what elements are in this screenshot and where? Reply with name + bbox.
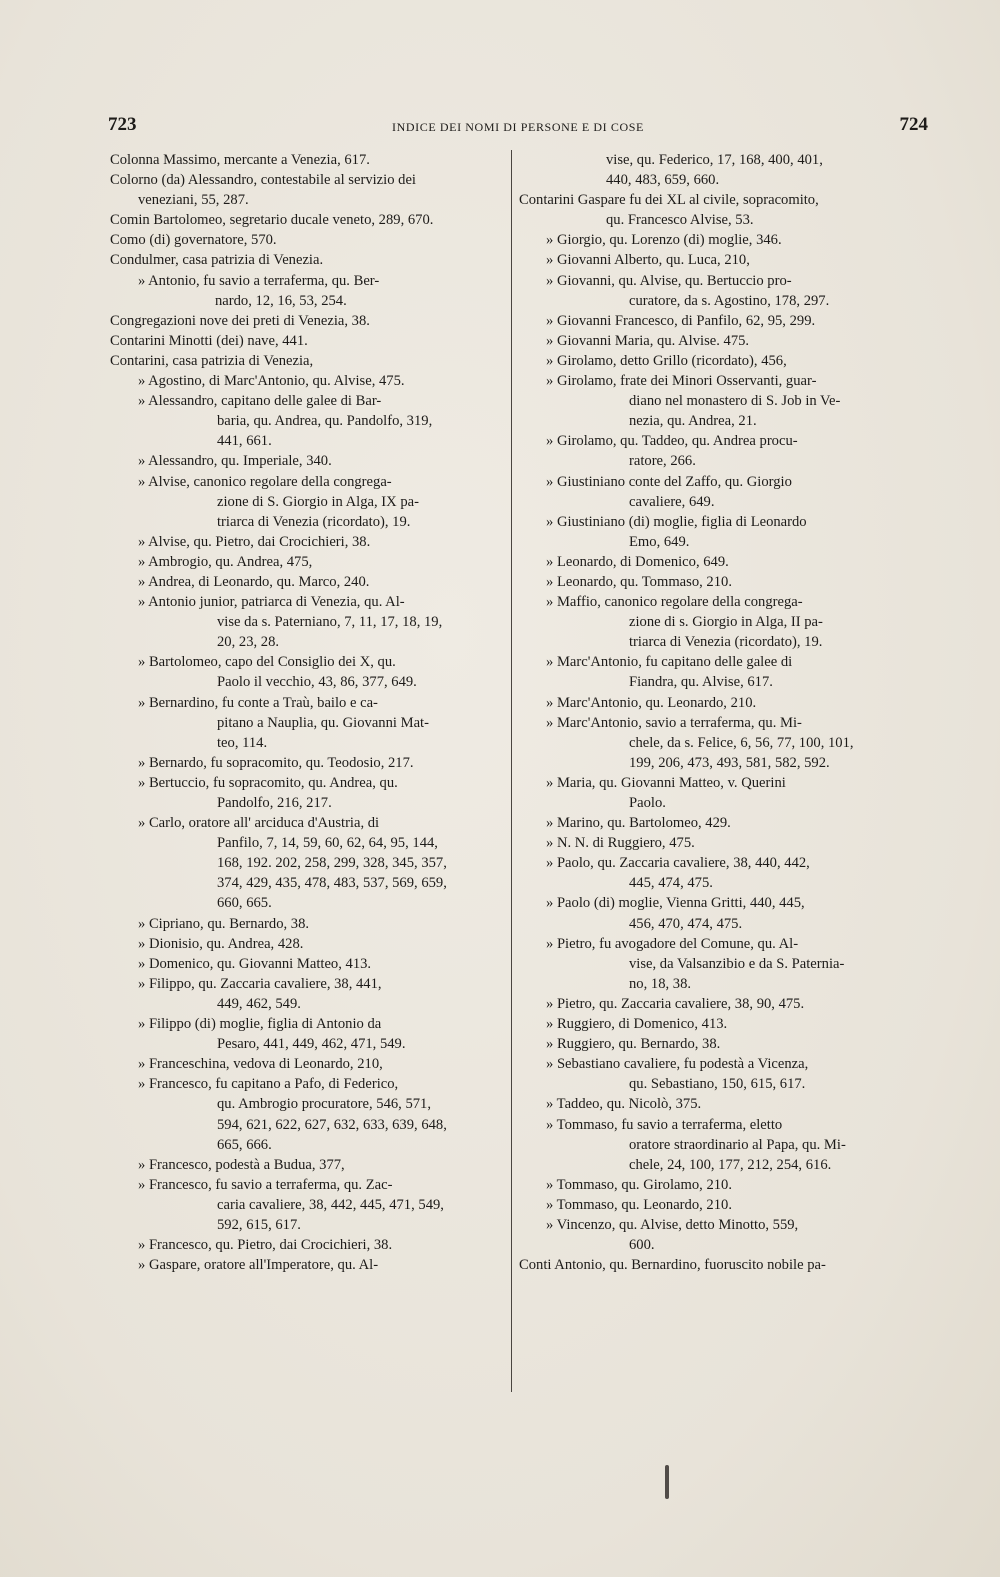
index-entry-line: » N. N. di Ruggiero, 475. — [546, 835, 695, 852]
page-title: INDICE DEI NOMI DI PERSONE E DI COSE — [392, 120, 644, 134]
index-entry-line: Contarini Gaspare fu dei XL al civile, sopracomito, — [519, 192, 819, 209]
index-entry-line: » Alvise, canonico regolare della congrega- — [138, 473, 392, 490]
index-entry-line: » Francesco, qu. Pietro, dai Crocichieri, 38. — [138, 1237, 393, 1254]
index-entry-line: caria cavaliere, 38, 442, 445, 471, 549, — [217, 1196, 444, 1213]
index-entry-line: » Giorgio, qu. Lorenzo (di) moglie, 346. — [546, 232, 782, 249]
index-entry-line: » Giovanni Alberto, qu. Luca, 210, — [546, 252, 750, 269]
index-entry-line: 456, 470, 474, 475. — [629, 915, 743, 932]
index-entry-line: 374, 429, 435, 478, 483, 537, 569, 659, — [217, 875, 447, 892]
index-entry-line: triarca di Venezia (ricordato), 19. — [217, 513, 411, 530]
index-entry-line: veneziani, 55, 287. — [138, 192, 249, 209]
index-entry-line: » Dionisio, qu. Andrea, 428. — [138, 935, 304, 952]
index-entry-line: » Maria, qu. Giovanni Matteo, v. Querini — [546, 774, 786, 791]
index-entry-line: Panfilo, 7, 14, 59, 60, 62, 64, 95, 144, — [217, 835, 438, 852]
index-entry-line: » Tommaso, qu. Leonardo, 210. — [546, 1196, 732, 1213]
index-entry-line: zione di s. Giorgio in Alga, II pa- — [629, 614, 823, 631]
index-entry-line: » Bernardo, fu sopracomito, qu. Teodosio, 217. — [138, 754, 414, 771]
index-entry-line: qu. Sebastiano, 150, 615, 617. — [629, 1076, 806, 1093]
index-entry-line: » Girolamo, detto Grillo (ricordato), 456, — [546, 352, 787, 369]
index-entry-line: vise, da Valsanzibio e da S. Paternia- — [629, 955, 845, 972]
index-entry-line: Como (di) governatore, 570. — [110, 232, 277, 249]
index-entry-line: » Marino, qu. Bartolomeo, 429. — [546, 815, 731, 832]
index-entry-line: » Paolo (di) moglie, Vienna Gritti, 440, 445, — [546, 895, 805, 912]
index-entry-line: Congregazioni nove dei preti di Venezia, 38. — [110, 312, 370, 329]
index-entry-line: 660, 665. — [217, 895, 272, 912]
index-entry-line: » Marc'Antonio, savio a terraferma, qu. Mi- — [546, 714, 802, 731]
index-entry-line: nezia, qu. Andrea, 21. — [629, 413, 757, 430]
page-number-right: 724 — [899, 114, 928, 135]
index-entry-line: 592, 615, 617. — [217, 1216, 301, 1233]
page-number-left: 723 — [108, 114, 137, 135]
index-entry-line: nardo, 12, 16, 53, 254. — [215, 292, 347, 309]
index-entry-line: » Giovanni, qu. Alvise, qu. Bertuccio pro- — [546, 272, 792, 289]
index-entry-line: » Ambrogio, qu. Andrea, 475, — [138, 553, 313, 570]
index-entry-line: » Gaspare, oratore all'Imperatore, qu. Al- — [138, 1257, 379, 1274]
index-entry-line: » Domenico, qu. Giovanni Matteo, 413. — [138, 955, 372, 972]
index-entry-line: » Giustiniano (di) moglie, figlia di Leonardo — [546, 513, 807, 530]
index-entry-line: Paolo. — [629, 795, 666, 811]
index-entry-line: 594, 621, 622, 627, 632, 633, 639, 648, — [217, 1116, 447, 1133]
index-entry-line: » Bertuccio, fu sopracomito, qu. Andrea, qu. — [138, 774, 398, 791]
index-entry-line: » Cipriano, qu. Bernardo, 38. — [138, 915, 310, 932]
index-entry-line: vise, qu. Federico, 17, 168, 400, 401, — [606, 152, 823, 168]
index-entry-line: no, 18, 38. — [629, 975, 692, 992]
index-entry-line: cavaliere, 649. — [629, 493, 715, 510]
index-entry-line: Conti Antonio, qu. Bernardino, fuoruscito nobile pa- — [519, 1257, 826, 1274]
index-entry-line: triarca di Venezia (ricordato), 19. — [629, 634, 823, 651]
index-entry-line: » Girolamo, frate dei Minori Osservanti, guar- — [546, 373, 817, 390]
index-entry-line: » Alessandro, qu. Imperiale, 340. — [138, 453, 332, 470]
index-entry-line: » Francesco, fu capitano a Pafo, di Federico, — [138, 1076, 399, 1093]
index-entry-line: » Filippo (di) moglie, figlia di Antonio da — [138, 1016, 382, 1033]
running-header — [108, 100, 928, 140]
column-divider — [511, 150, 512, 1392]
index-entry-line: » Vincenzo, qu. Alvise, detto Minotto, 559, — [546, 1216, 799, 1233]
index-entry-line: diano nel monastero di S. Job in Ve- — [629, 393, 841, 410]
index-entry-line: oratore straordinario al Papa, qu. Mi- — [629, 1136, 846, 1153]
index-entry-line: » Marc'Antonio, qu. Leonardo, 210. — [546, 694, 757, 711]
index-entry-line: 445, 474, 475. — [629, 875, 713, 892]
index-entry-line: » Tommaso, qu. Girolamo, 210. — [546, 1176, 732, 1193]
index-entry-line: vise da s. Paterniano, 7, 11, 17, 18, 19, — [217, 614, 443, 631]
index-entry-line: 20, 23, 28. — [217, 634, 280, 651]
index-entry-line: » Bernardino, fu conte a Traù, bailo e ca- — [138, 694, 378, 711]
index-entry-line: 441, 661. — [217, 433, 272, 450]
index-entry-line: pitano a Nauplia, qu. Giovanni Mat- — [217, 714, 429, 731]
index-column-left — [110, 150, 505, 1275]
index-entry-line: curatore, da s. Agostino, 178, 297. — [629, 292, 830, 309]
index-entry-line: Paolo il vecchio, 43, 86, 377, 649. — [217, 674, 417, 691]
index-entry-line: » Alvise, qu. Pietro, dai Crocichieri, 38. — [138, 533, 371, 550]
index-entry-line: » Pietro, fu avogadore del Comune, qu. Al- — [546, 935, 799, 952]
index-entry-line: » Maffio, canonico regolare della congrega- — [546, 594, 803, 611]
index-entry-line: » Ruggiero, di Domenico, 413. — [546, 1016, 728, 1033]
index-entry-line: » Paolo, qu. Zaccaria cavaliere, 38, 440, 442, — [546, 855, 810, 872]
index-entry-line: 600. — [629, 1237, 655, 1254]
index-entry-line: zione di S. Giorgio in Alga, IX pa- — [217, 493, 419, 510]
index-entry-line: Comin Bartolomeo, segretario ducale veneto, 289, 670. — [110, 212, 434, 229]
index-entry-line: » Carlo, oratore all' arciduca d'Austria, di — [138, 815, 380, 832]
index-entry-line: » Tommaso, fu savio a terraferma, eletto — [546, 1116, 783, 1133]
index-entry-line: » Ruggiero, qu. Bernardo, 38. — [546, 1036, 721, 1053]
index-entry-line: Colorno (da) Alessandro, contestabile al servizio dei — [110, 172, 416, 189]
index-entry-line: » Giovanni Francesco, di Panfilo, 62, 95, 299. — [546, 312, 816, 329]
index-entry-line: qu. Ambrogio procuratore, 546, 571, — [217, 1096, 432, 1113]
index-entry-line: » Taddeo, qu. Nicolò, 375. — [546, 1096, 702, 1113]
index-entry-line: » Bartolomeo, capo del Consiglio dei X, qu. — [138, 654, 396, 671]
index-entry-line: Pandolfo, 216, 217. — [217, 795, 332, 811]
index-entry-line: » Alessandro, capitano delle galee di Bar- — [138, 393, 382, 410]
index-entry-line: 449, 462, 549. — [217, 995, 301, 1012]
index-entry-line: » Leonardo, di Domenico, 649. — [546, 553, 729, 570]
index-entry-line: ratore, 266. — [629, 453, 696, 470]
index-entry-line: 440, 483, 659, 660. — [606, 172, 720, 189]
index-entry-line: » Agostino, di Marc'Antonio, qu. Alvise, 475. — [138, 373, 405, 390]
index-entry-line: » Antonio junior, patriarca di Venezia, qu. Al- — [138, 594, 405, 611]
index-entry-line: teo, 114. — [217, 734, 268, 751]
index-entry-line: Condulmer, casa patrizia di Venezia. — [110, 252, 324, 269]
index-entry-line: baria, qu. Andrea, qu. Pandolfo, 319, — [217, 413, 433, 430]
index-entry-line: Contarini Minotti (dei) nave, 441. — [110, 332, 308, 349]
index-entry-line: » Andrea, di Leonardo, qu. Marco, 240. — [138, 573, 370, 590]
index-entry-line: » Franceschina, vedova di Leonardo, 210, — [138, 1056, 383, 1073]
index-entry-line: » Marc'Antonio, fu capitano delle galee di — [546, 654, 793, 671]
index-entry-line: » Girolamo, qu. Taddeo, qu. Andrea procu- — [546, 433, 798, 450]
index-entry-line: » Filippo, qu. Zaccaria cavaliere, 38, 441, — [138, 975, 382, 992]
index-column-right — [519, 150, 921, 1275]
index-entry-line: 168, 192. 202, 258, 299, 328, 345, 357, — [217, 855, 447, 872]
index-entry-line: Colonna Massimo, mercante a Venezia, 617. — [110, 152, 370, 168]
index-entry-line: chele, da s. Felice, 6, 56, 77, 100, 101, — [629, 734, 854, 751]
index-entry-line: » Sebastiano cavaliere, fu podestà a Vicenza, — [546, 1056, 809, 1073]
index-entry-line: » Francesco, podestà a Budua, 377, — [138, 1156, 345, 1173]
index-entry-line: Contarini, casa patrizia di Venezia, — [110, 352, 314, 369]
index-entry-line: 665, 666. — [217, 1136, 272, 1153]
ink-mark — [665, 1465, 669, 1499]
index-entry-line: chele, 24, 100, 177, 212, 254, 616. — [629, 1156, 832, 1173]
index-entry-line: Fiandra, qu. Alvise, 617. — [629, 674, 773, 691]
index-entry-line: » Francesco, fu savio a terraferma, qu. Zac- — [138, 1176, 393, 1193]
index-entry-line: 199, 206, 473, 493, 581, 582, 592. — [629, 754, 830, 771]
index-entry-line: » Leonardo, qu. Tommaso, 210. — [546, 573, 732, 590]
index-entry-line: » Giovanni Maria, qu. Alvise. 475. — [546, 332, 750, 349]
index-entry-line: Emo, 649. — [629, 533, 690, 550]
index-entry-line: Pesaro, 441, 449, 462, 471, 549. — [217, 1036, 406, 1053]
index-entry-line: » Pietro, qu. Zaccaria cavaliere, 38, 90, 475. — [546, 995, 805, 1012]
index-entry-line: qu. Francesco Alvise, 53. — [606, 212, 754, 229]
index-entry-line: » Giustiniano conte del Zaffo, qu. Giorgio — [546, 473, 792, 490]
index-entry-line: » Antonio, fu savio a terraferma, qu. Ber- — [138, 272, 380, 289]
